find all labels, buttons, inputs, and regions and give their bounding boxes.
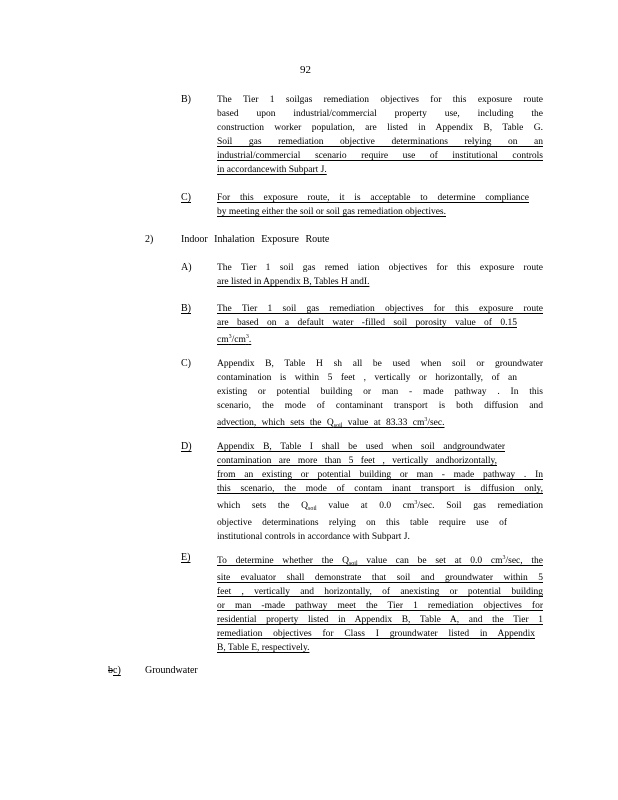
item-c2-text (217, 357, 543, 433)
text-line: from an existing or potential building or man - made pathway . In (217, 470, 543, 480)
text-line: institutional controls in accordance with Subpart J. (217, 532, 410, 542)
text-line: Appendix B, Table H sh all be used when soil or groundwater (217, 359, 543, 369)
item-b-label: B) (181, 94, 191, 105)
text-line: remediation objectives for Class I groundwater listed in Appendix (217, 629, 535, 639)
text-line: or man -made pathway meet the Tier 1 remediation objectives for (217, 601, 543, 611)
item-c-label: C) (181, 192, 191, 203)
item-b-text (217, 93, 543, 177)
item-c-text (217, 191, 529, 219)
text-line: site evaluator shall demonstrate that soil and groundwater within 5 (217, 573, 543, 583)
item-e-label: E) (181, 552, 191, 563)
text-line: are based on a default water -filled soil porosity value of 0.15 (217, 318, 517, 328)
item-d-text (217, 440, 543, 544)
text-line: this scenario, the mode of contam inant transport is diffusion only, (217, 484, 543, 494)
text-line: contamination are more than 5 feet , vertically andhorizontally, (217, 456, 497, 466)
text-line: by meeting either the soil or soil gas remediation objectives. (217, 207, 446, 217)
text-line: $cm^3/cm^3$. (217, 334, 252, 345)
text-line: objective determinations relying on this table require use of (217, 518, 507, 528)
item-a-text (217, 261, 543, 289)
text-line: The Tier 1 soilgas remediation objectives for this exposure route (217, 95, 543, 105)
text-line: For this exposure route, it is acceptable to determine compliance (217, 193, 529, 203)
section-2-label: 2) (145, 234, 154, 245)
text-line: are listed in Appendix B, Tables H andI. (217, 277, 370, 287)
text-line: The Tier 1 soil gas remediation objectives for this exposure route (217, 304, 543, 314)
item-c2-label: C) (181, 358, 191, 369)
groundwater-title: Groundwater (145, 665, 198, 676)
text-line: The Tier 1 soil gas remed iation objectives for this exposure route (217, 263, 543, 273)
text-line: advection, which sets the $Q_{soil}$ value at 83.33 $cm^3/\sec$. (217, 417, 445, 429)
item-b2-label: B) (181, 303, 191, 314)
item-e-text (217, 551, 543, 655)
text-line: existing or potential building or man - made pathway . In this (217, 387, 543, 397)
section-2-title: Indoor Inhalation Exposure Route (181, 234, 330, 245)
text-line: Appendix B, Table I shall be used when soil andgroundwater (217, 442, 505, 452)
text-line: residential property listed in Appendix B, Table A, and the Tier 1 (217, 615, 543, 625)
text-line: To determine whether the $Q_{soil}$ value can be set at 0.0 $cm^3/\sec$, the (217, 555, 543, 567)
text-line: scenario, the mode of contaminant transport is both diffusion and (217, 401, 543, 411)
text-line: which sets the $Q_{soil}$ value at 0.0 $cm^3/\sec$. Soil gas remediation (217, 500, 543, 512)
text-line: based upon industrial/commercial property use, including the (217, 109, 543, 119)
item-b2-text (217, 302, 543, 347)
item-a-label: A) (181, 262, 192, 273)
groundwater-label: bc) (108, 665, 121, 676)
text-line: feet , vertically and horizontally, of anexisting or potential building (217, 587, 543, 597)
text-line: B, Table E, respectively. (217, 643, 310, 653)
text-line: contamination is within 5 feet , vertically or horizontally, of an (217, 373, 517, 383)
item-d-label: D) (181, 441, 192, 452)
text-line: in accordancewith Subpart J. (217, 165, 327, 175)
page-number: 92 (300, 64, 311, 76)
text-line: construction worker population, are listed in Appendix B, Table G. (217, 123, 543, 133)
text-line: Soil gas remediation objective determinations relying on an (217, 137, 543, 147)
text-line: industrial/commercial scenario require use of institutional controls (217, 151, 543, 161)
